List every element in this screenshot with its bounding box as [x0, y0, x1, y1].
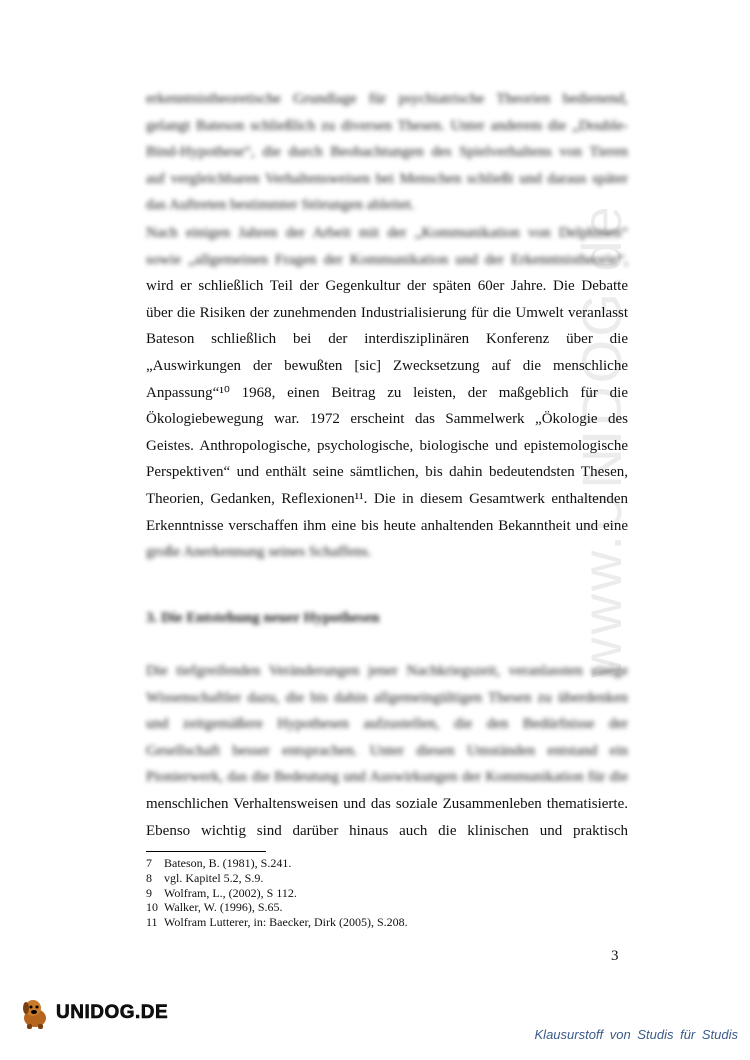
footnote-text: Wolfram, L., (2002), S 112.: [164, 885, 297, 900]
footnote: [146, 856, 408, 871]
text-line: Geistes. Anthropologische, psychologische, biologische und epistemologische: [146, 437, 628, 454]
footnote-number: 8: [146, 870, 152, 885]
text-line: Nach einigen Jahren der Arbeit mit der „Kommunikation von Delphinen“: [146, 225, 628, 241]
text-line: Perspektiven“ und enthält seine sämtlichen, bis dahin bedeutendsten Thesen,: [146, 464, 628, 481]
section-heading: 3. Die Entstehung neuer Hypothesen: [146, 610, 380, 626]
paragraph-3: [146, 658, 628, 844]
footnote-text: vgl. Kapitel 5.2, S.9.: [164, 870, 264, 885]
text-line: menschlichen Verhaltensweisen und das soziale Zusammenleben thematisierte.: [146, 795, 628, 812]
text-line: Wissenschaftler dazu, die bis dahin allgemeingültigen Thesen zu überdenken: [146, 689, 628, 706]
text-line: Gesellschaft besser entsprachen. Unter diesen Umständen entstand ein: [146, 742, 628, 759]
dog-mascot-icon: [18, 996, 52, 1030]
footnote-text: Bateson, B. (1981), S.241.: [164, 856, 292, 870]
text-line: über die Risiken der zunehmenden Industrialisierung für die Umwelt veranlasst: [146, 304, 628, 321]
text-line: Die tiefgreifenden Veränderungen jener Nachkriegszeit, veranlassten einige: [146, 663, 628, 679]
text-line: „Auswirkungen der bewußten [sic] Zwecksetzung auf die menschliche: [146, 357, 628, 374]
watermark: www.UNIDOG.de: [570, 203, 633, 678]
footnote-text: Walker, W. (1996), S.65.: [164, 900, 283, 915]
text-line: auf vergleichbaren Verhaltensweisen bei Menschen schließt und daraus später: [146, 170, 628, 187]
footnote-number: 7: [146, 856, 152, 870]
footnote-number: 10: [146, 900, 158, 915]
footer-slogan: Klausurstoff von Studis für Studis: [534, 1027, 738, 1042]
footnote: [146, 915, 408, 930]
text-line: Bateson schließlich bei der interdisziplinären Konferenz über die: [146, 331, 628, 348]
text-line: das Auftreten bestimmter Störungen ableitet.: [146, 197, 415, 214]
footnote: [146, 886, 408, 901]
text-line: große Anerkennung seines Schaffens.: [146, 544, 372, 561]
unidog-logo[interactable]: [18, 996, 168, 1030]
text-line: erkenntnistheoretische Grundlage für psychiatrische Theorien bedienend,: [146, 91, 628, 107]
footnote-text: Wolfram Lutterer, in: Baecker, Dirk (2005), S.208.: [164, 915, 408, 930]
footnote: [146, 871, 408, 886]
footnote-divider: [146, 851, 266, 852]
page-number: 3: [611, 948, 619, 964]
text-line: wird er schließlich Teil der Gegenkultur der späten 60er Jahre. Die Debatte: [146, 278, 628, 295]
text-line: Anpassung“¹⁰ 1968, einen Beitrag zu leisten, der maßgeblich für die: [146, 384, 628, 401]
paragraph-1-blurred: [146, 86, 628, 219]
text-line: Ebenso wichtig sind darüber hinaus auch die klinischen und praktisch: [146, 822, 628, 839]
text-line: und zeitgemäßere Hypothesen aufzustellen, die den Bedürfnisse der: [146, 716, 628, 733]
paragraph-2: [146, 220, 628, 566]
footnote: [146, 900, 408, 915]
footnote-number: 11: [146, 915, 158, 930]
text-line: Bind-Hypothese“, die durch Beobachtungen des Spielverhaltens von Tieren: [146, 144, 628, 161]
text-line: gelangt Bateson schließlich zu diversen Thesen. Unter anderem die „Double-: [146, 117, 628, 134]
text-line: Theorien, Gedanken, Reflexionen¹¹. Die in diesem Gesamtwerk enthaltenden: [146, 490, 628, 507]
text-line: Ökologiebewegung war. 1972 erscheint das Sammelwerk „Ökologie des: [146, 411, 628, 428]
footnotes: [146, 856, 408, 930]
text-line: Erkenntnisse verschaffen ihm eine bis heute anhaltenden Bekanntheit und eine: [146, 517, 628, 534]
text-line: Pionierwerk, das die Bedeutung und Auswirkungen der Kommunikation für die: [146, 769, 628, 786]
logo-text: UNIDOG.DE: [56, 1002, 169, 1023]
text-line: sowie „allgemeinen Fragen der Kommunikation und der Erkenntnistheorie“,: [146, 251, 628, 268]
footnote-number: 9: [146, 885, 152, 900]
